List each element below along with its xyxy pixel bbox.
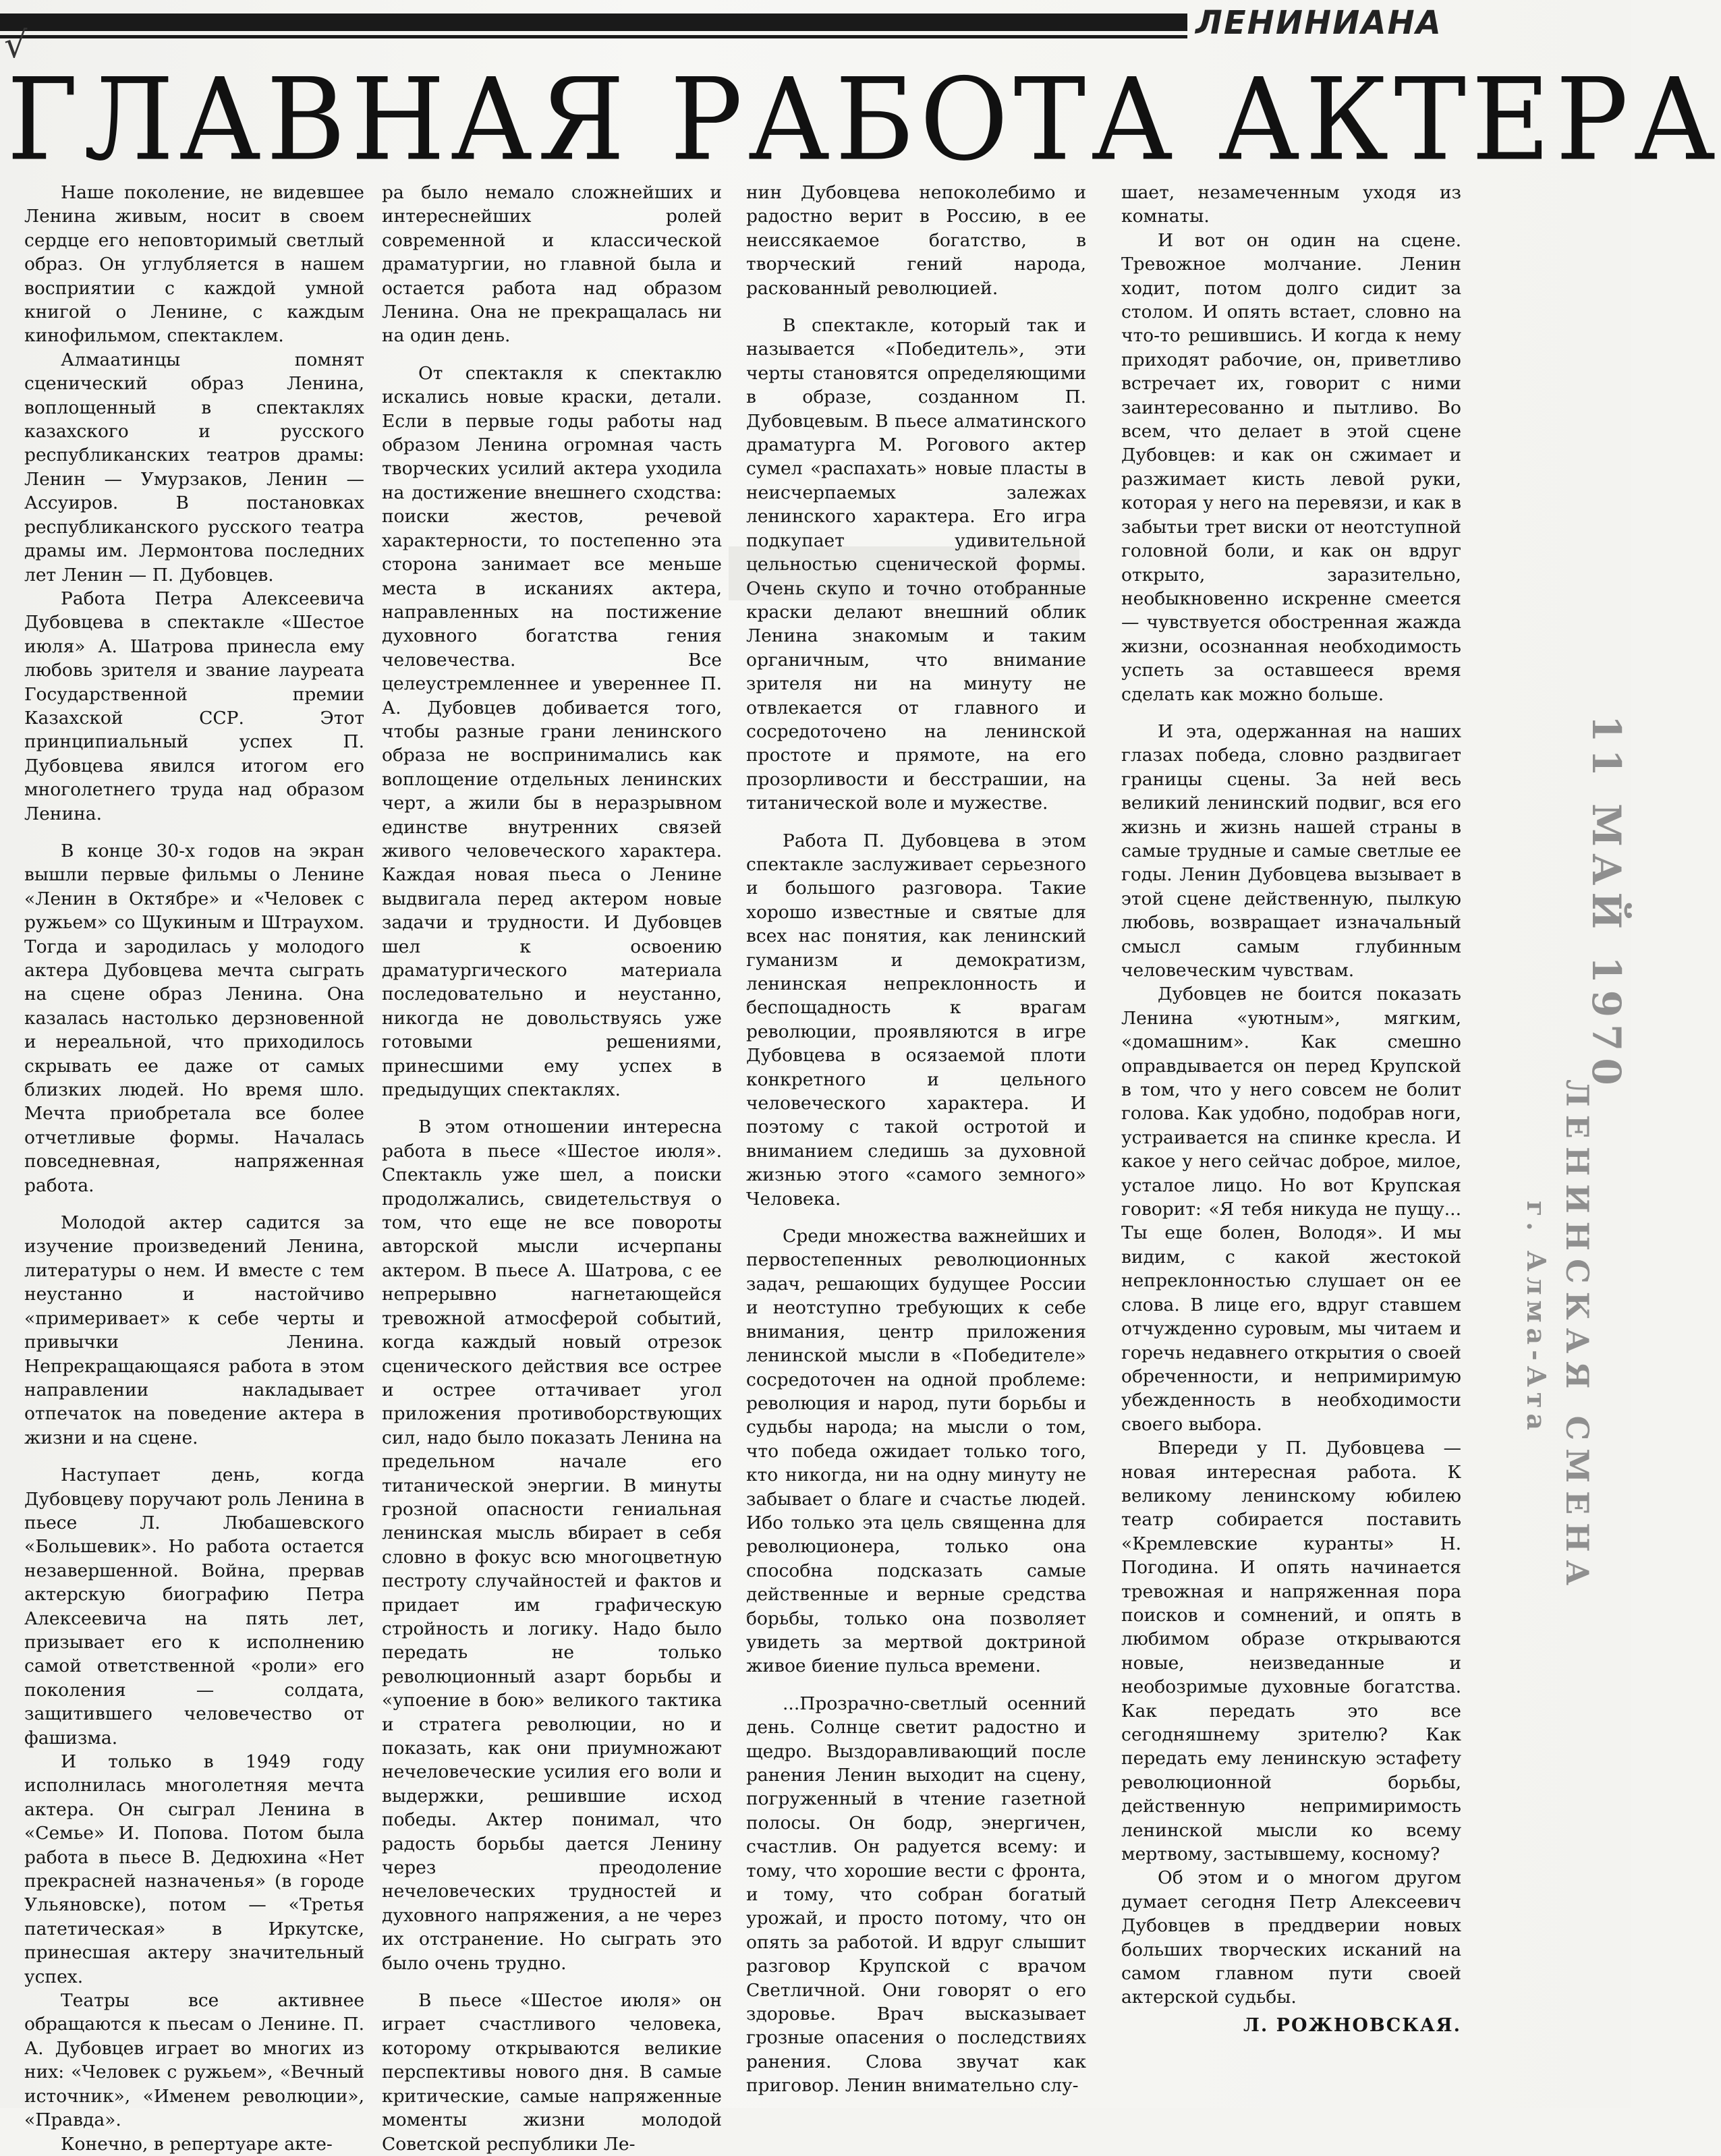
date-stamp: 11 МАЙ 1970 <box>1583 715 1629 1092</box>
paragraph: Алмаатинцы помнят сценический образ Ленина, воплощенный в спектаклях казахского и русского республиканских театров драмы: Ленин — Умурзаков, Ленин — Ассуиров. В постановках республиканского русского театра драмы им. Лермонтова последних лет Ленин — П. Дубовцев. <box>24 349 364 586</box>
paragraph: Театры все активнее обращаются к пьесам о Ленине. П. А. Дубовцев играет во многих из них: «Человек с ружьем», «Вечный источник», «Именем революции», «Правда». <box>24 1990 364 2131</box>
paragraph: От спектакля к спектаклю искались новые краски, детали. Если в первые годы работы над образом Ленина огромная часть творческих усилий актера уходила на достижение внешнего сходства: поиски жестов, речевой характерности, то постепенно эта сторона занимает все меньше места в исканиях актера, направленных на постижение духовного богатства гения человечества. Все целеустремленнее и увереннее П. А. Дубовцев добивается того, чтобы разные грани ленинского образа не воспринимались как воплощение отдельных ленинских черт, а жили бы в неразрывном единстве внутренних связей живого человеческого характера. Каждая новая пьеса о Ленине выдвигала перед актером новые задачи и трудности. И Дубовцев шел к освоению драматургического материала последовательно и неустанно, никогда не довольствуясь уже готовыми решениями, принесшими ему успех в предыдущих спектаклях. <box>382 362 722 1101</box>
article-body <box>24 181 1461 2155</box>
newspaper-stamp: ЛЕНИНСКАЯ СМЕНА <box>1559 1079 1596 1594</box>
paragraph: шает, незамеченным уходя из комнаты. <box>1121 182 1461 227</box>
paragraph: В спектакле, который так и называется «Победитель», эти черты становятся определяющими в образе, созданном П. Дубовцевым. В пьесе алматинского драматурга М. Рогового актер сумел «распахать» новые пласты в неисчерпаемых залежах ленинского характера. Его игра подкупает удивительной цельностью сценической формы. Очень скупо и точно отобранные краски делают внешний облик Ленина знакомым и таким органичным, что внимание зрителя ни на минуту не отвлекается от главного и сосредоточено на ленинской простоте и прямоте, на его прозорливости и бесстрашии, на титанической воле и мужестве. <box>746 315 1086 814</box>
paragraph: И эта, одержанная на наших глазах победа, словно раздвигает границы сцены. За ней весь великий ленинский подвиг, вся его жизнь и жизнь нашей страны в самые трудные и самые светлые ее годы. Ленин Дубовцева вызывает в этой сцене действенную, пылкую любовь, возвращает изначальный смысл самым глубинным человеческим чувствам. <box>1121 720 1461 981</box>
author-signature: Л. РОЖНОВСКАЯ. <box>1243 2014 1461 2036</box>
paragraph: Наше поколение, не видевшее Ленина живым, носит в своем сердце его неповторимый светлый образ. Он углубляется в нашем восприятии с каждой умной книгой о Ленине, с каждым кинофильмом, спектаклем. <box>24 182 364 347</box>
rubric-rule <box>0 13 1187 31</box>
paragraph: И вот он один на сцене. Тревожное молчание. Ленин ходит, потом долго сидит за столом. И опять встает, словно на что-то решившись. И когда к нему приходят рабочие, он, приветливо встречает их, говорит с ними заинтересованно и пытливо. Во всем, что делает в этой сцене Дубовцев: и как он сжимает и разжимает кисть левой руки, которая у него на перевязи, и как в забытьи трет виски от неотступной головной боли, и как он вдруг открыто, заразительно, необыкновенно искренне смеется — чувствуется обостренная жажда жизни, осознанная необходимость успеть за оставшееся время сделать как можно больше. <box>1121 229 1461 705</box>
paragraph: Конечно, в репертуаре акте- <box>61 2133 333 2155</box>
column-2 <box>382 181 722 2155</box>
paragraph: В конце 30-х годов на экран вышли первые фильмы о Ленине «Ленин в Октябре» и «Человек с ружьем» со Щукиным и Штраухом. Тогда и зародилась у молодого актера Дубовцева мечта сыграть на сцене образ Ленина. Она казалась настолько дерзновенной и нереальной, что приходилось скрывать ее даже от самых близких людей. Но время шло. Мечта приобретала все более отчетливые формы. Началась повседневная, напряженная работа. <box>24 840 364 1196</box>
paragraph: Среди множества важнейших и первостепенных революционных задач, решающих будущее России и неотступно требующих к себе внимания, центр приложения ленинской мысли в «Победителе» сосредоточен на одной проблеме: революция и народ, пути борьбы и судьбы народа; на мысли о том, что победа ожидает только того, кто никогда, ни на одну минуту не забывает о благе и счастье людей. Ибо только эта цель священна для революционера, только она способна подсказать самые действенные и верные средства борьбы, только она позволяет увидеть за мертвой доктриной живое биение пульса времени. <box>746 1226 1086 1677</box>
column-3 <box>746 181 1086 2097</box>
paragraph: Наступает день, когда Дубовцеву поручают роль Ленина в пьесе Л. Любашевского «Большевик». Но работа остается незавершенной. Война, прервав актерскую биографию Петра Алексеевича на пять лет, призывает его к исполнению самой ответственной «роли» его поколения — солдата, защитившего человечество от фашизма. <box>24 1465 364 1749</box>
paragraph: Об этом и о многом другом думает сегодня Петр Алексеевич Дубовцев в преддверии новых больших творческих исканий на самом главном пути своей актерской судьбы. <box>1121 1867 1461 2008</box>
check-mark-icon: √ <box>4 24 28 66</box>
city-stamp: г. Алма-Ата <box>1521 1201 1552 1436</box>
paragraph: Впереди у П. Дубовцева — новая интересная работа. К великому ленинскому юбилею театр собирается поставить «Кремлевские куранты» Н. Погодина. И опять начинается тревожная и напряженная пора поисков и сомнений, и опять в любимом образе открываются новые, неизведанные и необозримые духовные богатства. Как передать это все сегодняшнему зрителю? Как передать ему ленинскую эстафету революционной борьбы, действенную непримиримость ленинской мысли ко всему мертвому, застывшему, косному? <box>1121 1438 1461 1865</box>
paragraph: ...Прозрачно-светлый осенний день. Солнце светит радостно и щедро. Выздоравливающий после ранения Ленин выходит на сцену, погруженный в чтение газетной полосы. Он бодр, энергичен, счастлив. Он радуется всему: и тому, что хорошие вести с фронта, и тому, что собран богатый урожай, и просто потому, что он опять за работой. И вдруг слышит разговор Крупской с врачом Светличной. Они говорят о его здоровье. Врач высказывает грозные опасения о последствиях ранения. Слова звучат как приговор. Ленин внимательно слу- <box>746 1693 1086 2097</box>
paragraph: нин Дубовцева непоколебимо и радостно верит в Россию, в ее неиссякаемое богатство, в творческий гений народа, раскованный революцией. <box>746 182 1086 299</box>
rubric-label: ЛЕНИНИАНА <box>1195 4 1442 42</box>
column-4 <box>1121 181 1461 2090</box>
rubric-rule-thin <box>0 35 1187 38</box>
paragraph: Дубовцев не боится показать Ленина «уютным», мягким, «домашним». Как смешно оправдывается он перед Крупской в том, что у него совсем не болит голова. Как удобно, подобрав ноги, устраивается на спинке кресла. И какое у него сейчас доброе, милое, усталое лицо. Но вот Крупская говорит: «Я тебя никуда не пущу... Ты еще болен, Володя». И мы видим, с какой жестокой непреклонностью слушает он ее слова. В лице его, вдруг ставшем отчужденно суровым, мы читаем и горечь недавнего открытия о своей обреченности, и непримиримую убежденность в необходимости своего выбора. <box>1121 984 1461 1435</box>
paragraph: Работа Петра Алексеевича Дубовцева в спектакле «Шестое июля» А. Шатрова принесла ему любовь зрителя и звание лауреата Государственной премии Казахской ССР. Этот принципиальный успех П. Дубовцева явился итогом его многолетнего труда над образом Ленина. <box>24 588 364 824</box>
paragraph: В этом отношении интересна работа в пьесе «Шестое июля». Спектакль уже шел, а поиски продолжались, свидетельствуя о том, что еще не все повороты авторской мысли исчерпаны актером. В пьесе А. Шатрова, с ее непрерывно нагнетающейся тревожной атмосферой событий, когда каждый новый отрезок сценического действия все острее и острее оттачивает угол приложения противоборствующих сил, надо было показать Ленина на предельном начале его титанической энергии. В минуты грозной опасности гениальная ленинская мысль вбирает в себя словно в фокус всю многоцветную пестроту случайностей и фактов и придает им графическую стройность и логику. Надо было передать не только революционный азарт борьбы и «упоение в бою» великого тактика и стратега революции, но и показать, как они приумножают нечеловеческие усилия его воли и выдержки, решившие исход победы. Актер понимал, что радость борьбы дается Ленину через преодоление нечеловеческих трудностей и духовного напряжения, а не через их отстранение. Но сыграть это было очень трудно. <box>382 1116 722 1974</box>
article-headline: ГЛАВНАЯ РАБОТА АКТЕРА <box>7 53 1721 186</box>
paragraph: Молодой актер садится за изучение произведений Ленина, литературы о нем. И вместе с тем неустанно и настойчиво «примеривает» к себе черты и привычки Ленина. Непрекращающаяся работа в этом направлении накладывает отпечаток на поведение актера в жизни и на сцене. <box>24 1212 364 1448</box>
column-1 <box>24 181 364 2155</box>
paragraph: И только в 1949 году исполнилась многолетняя мечта актера. Он сыграл Ленина в «Семье» И. Попова. Потом была работа в пьесе В. Дедюхина «Нет прекрасней назначенья» (в городе Ульяновске), потом — «Третья патетическая» в Иркутске, принесшая актеру значительный успех. <box>24 1751 364 1987</box>
paragraph: ра было немало сложнейших и интереснейших ролей современной и классической драматургии, но главной была и остается работа над образом Ленина. Она не прекращалась ни на один день. <box>382 182 722 347</box>
paragraph: Работа П. Дубовцева в этом спектакле заслуживает серьезного и большого разговора. Такие хорошо известные и святые для всех нас понятия, как ленинский гуманизм и демократизм, ленинская непреклонность и беспощадность к врагам революции, проявляются в игре Дубовцева в осязаемой плоти конкретного и цельного человеческого характера. И поэтому с такой остротой и вниманием следишь за духовной жизнью этого «самого земного» Человека. <box>746 830 1086 1210</box>
paragraph: В пьесе «Шестое июля» он играет счастливого человека, которому открываются великие перспективы нового дня. В самые критические, самые напряженные моменты жизни молодой Советской республики Ле- <box>382 1990 722 2155</box>
